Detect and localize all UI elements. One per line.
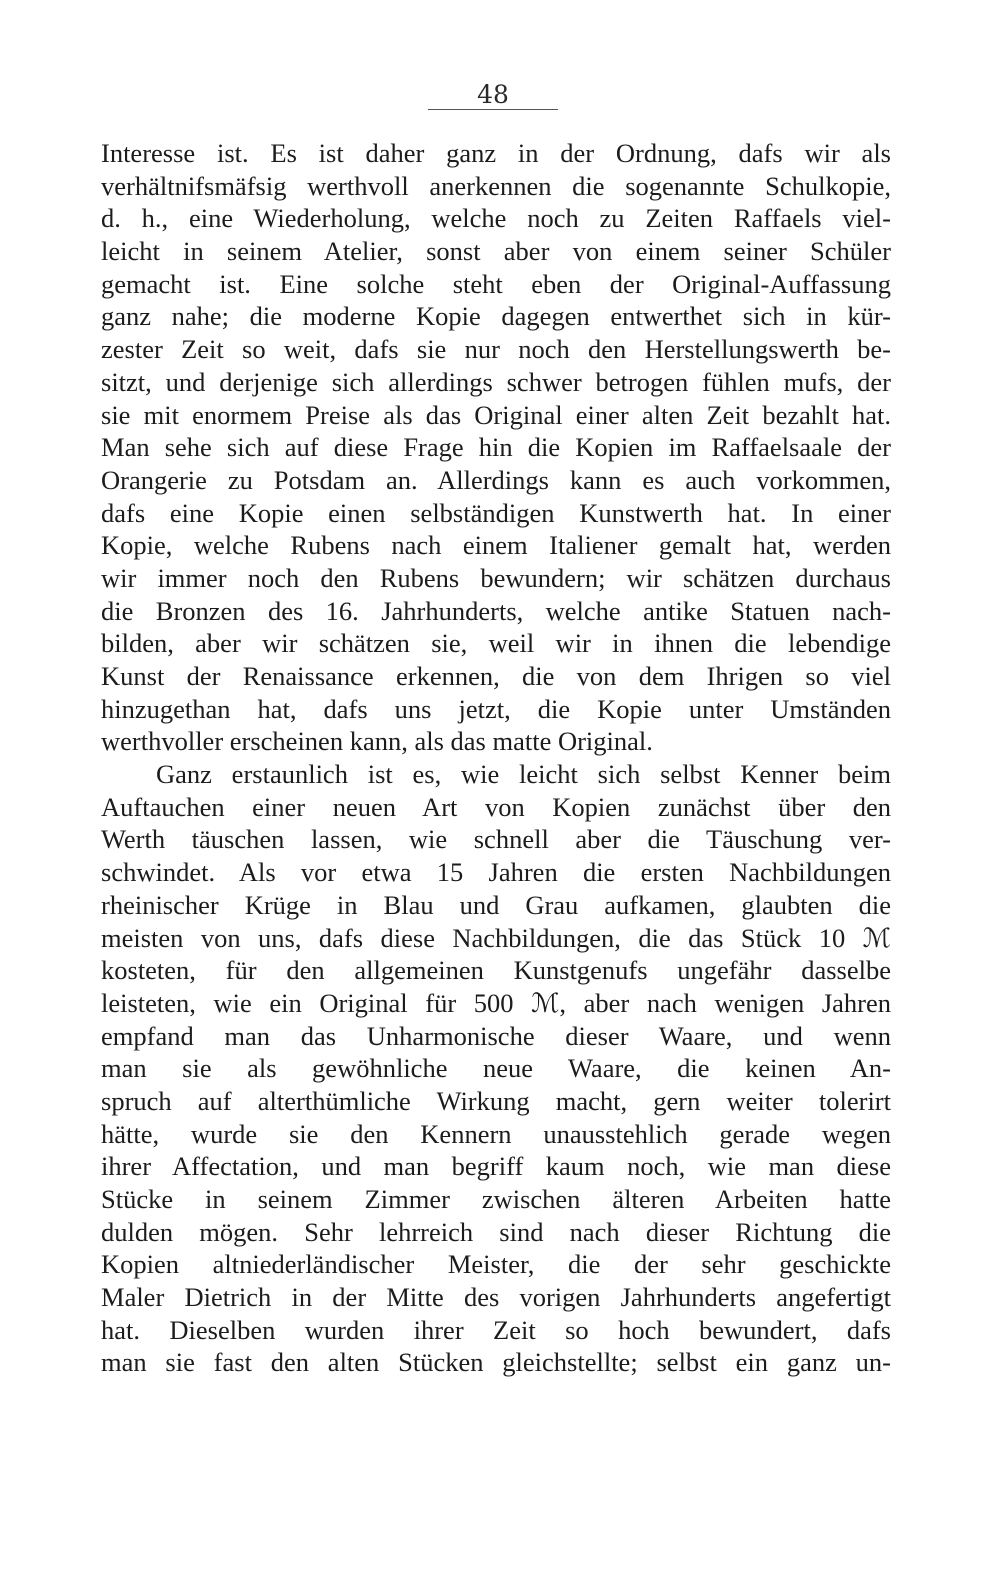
text-line: Auftauchen einer neuen Art von Kopien zunächst über den	[101, 791, 891, 822]
text-line: Man sehe sich auf diese Frage hin die Kopien im Raffaelsaale der	[101, 432, 891, 463]
text-line: rheinischer Krüge in Blau und Grau aufkamen, glaubten die	[101, 889, 891, 920]
text-line: hätte, wurde sie den Kennern unausstehlich gerade wegen	[101, 1118, 891, 1149]
text-line: man sie als gewöhnliche neue Waare, die keinen An-	[101, 1053, 891, 1084]
body-text	[101, 137, 891, 1379]
text-line: Stücke in seinem Zimmer zwischen älteren Arbeiten hatte	[101, 1184, 891, 1214]
page-header	[428, 76, 558, 116]
text-line: Ganz erstaunlich ist es, wie leicht sich selbst Kenner beim	[156, 759, 891, 790]
text-line: spruch auf alterthümliche Wirkung macht, gern weiter tolerirt	[101, 1085, 891, 1116]
text-line: leisteten, wie ein Original für 500 ℳ, aber nach wenigen Jahren	[101, 987, 891, 1018]
header-rule	[428, 109, 558, 110]
paragraph	[101, 137, 891, 758]
text-line: werthvoller erscheinen kann, als das matte Original.	[101, 726, 653, 757]
text-line: Kopie, welche Rubens nach einem Italiener gemalt hat, werden	[101, 530, 891, 561]
text-line: gemacht ist. Eine solche steht eben der Original-Auffassung	[101, 268, 891, 299]
text-line: ganz nahe; die moderne Kopie dagegen entwerthet sich in kür-	[101, 301, 891, 332]
text-line: dafs eine Kopie einen selbständigen Kunstwerth hat. In einer	[101, 497, 891, 528]
text-line: meisten von uns, dafs diese Nachbildungen, die das Stück 10 ℳ	[101, 922, 891, 953]
text-line: hat. Dieselben wurden ihrer Zeit so hoch bewundert, dafs	[101, 1314, 891, 1345]
page-number: 48	[477, 80, 509, 109]
text-line: d. h., eine Wiederholung, welche noch zu Zeiten Raffaels viel-	[101, 203, 891, 234]
text-line: empfand man das Unharmonische dieser Waare, und wenn	[101, 1020, 891, 1051]
text-line: Werth täuschen lassen, wie schnell aber die Täuschung ver-	[101, 824, 891, 855]
text-line: hinzugethan hat, dafs uns jetzt, die Kopie unter Umständen	[101, 693, 891, 724]
text-line: bilden, aber wir schätzen sie, weil wir in ihnen die lebendige	[101, 628, 891, 659]
text-line: kosteten, für den allgemeinen Kunstgenufs ungefähr dasselbe	[101, 955, 891, 986]
text-line: die Bronzen des 16. Jahrhunderts, welche antike Statuen nach-	[101, 595, 891, 626]
text-line: zester Zeit so weit, dafs sie nur noch den Herstellungswerth be-	[101, 334, 891, 365]
paragraph	[101, 758, 891, 1379]
text-line: verhältnifsmäfsig werthvoll anerkennen die sogenannte Schulkopie,	[101, 170, 891, 201]
text-line: Maler Dietrich in der Mitte des vorigen Jahrhunderts angefertigt	[101, 1282, 891, 1313]
text-line: dulden mögen. Sehr lehrreich sind nach dieser Richtung die	[101, 1216, 891, 1247]
text-line: schwindet. Als vor etwa 15 Jahren die ersten Nachbildungen	[101, 857, 891, 888]
text-line: Interesse ist. Es ist daher ganz in der Ordnung, dafs wir als	[101, 138, 891, 168]
text-line: Kunst der Renaissance erkennen, die von dem Ihrigen so viel	[101, 661, 891, 691]
text-line: man sie fast den alten Stücken gleichstellte; selbst ein ganz un-	[101, 1347, 891, 1378]
text-line: Orangerie zu Potsdam an. Allerdings kann es auch vorkommen,	[101, 464, 891, 495]
text-line: wir immer noch den Rubens bewundern; wir schätzen durchaus	[101, 562, 891, 593]
text-line: sitzt, und derjenige sich allerdings schwer betrogen fühlen mufs, der	[101, 366, 891, 397]
text-line: Kopien altniederländischer Meister, die der sehr geschickte	[101, 1249, 891, 1280]
text-line: leicht in seinem Atelier, sonst aber von einem seiner Schüler	[101, 236, 891, 267]
text-line: ihrer Affectation, und man begriff kaum noch, wie man diese	[101, 1151, 891, 1182]
text-line: sie mit enormem Preise als das Original einer alten Zeit bezahlt hat.	[101, 399, 891, 430]
